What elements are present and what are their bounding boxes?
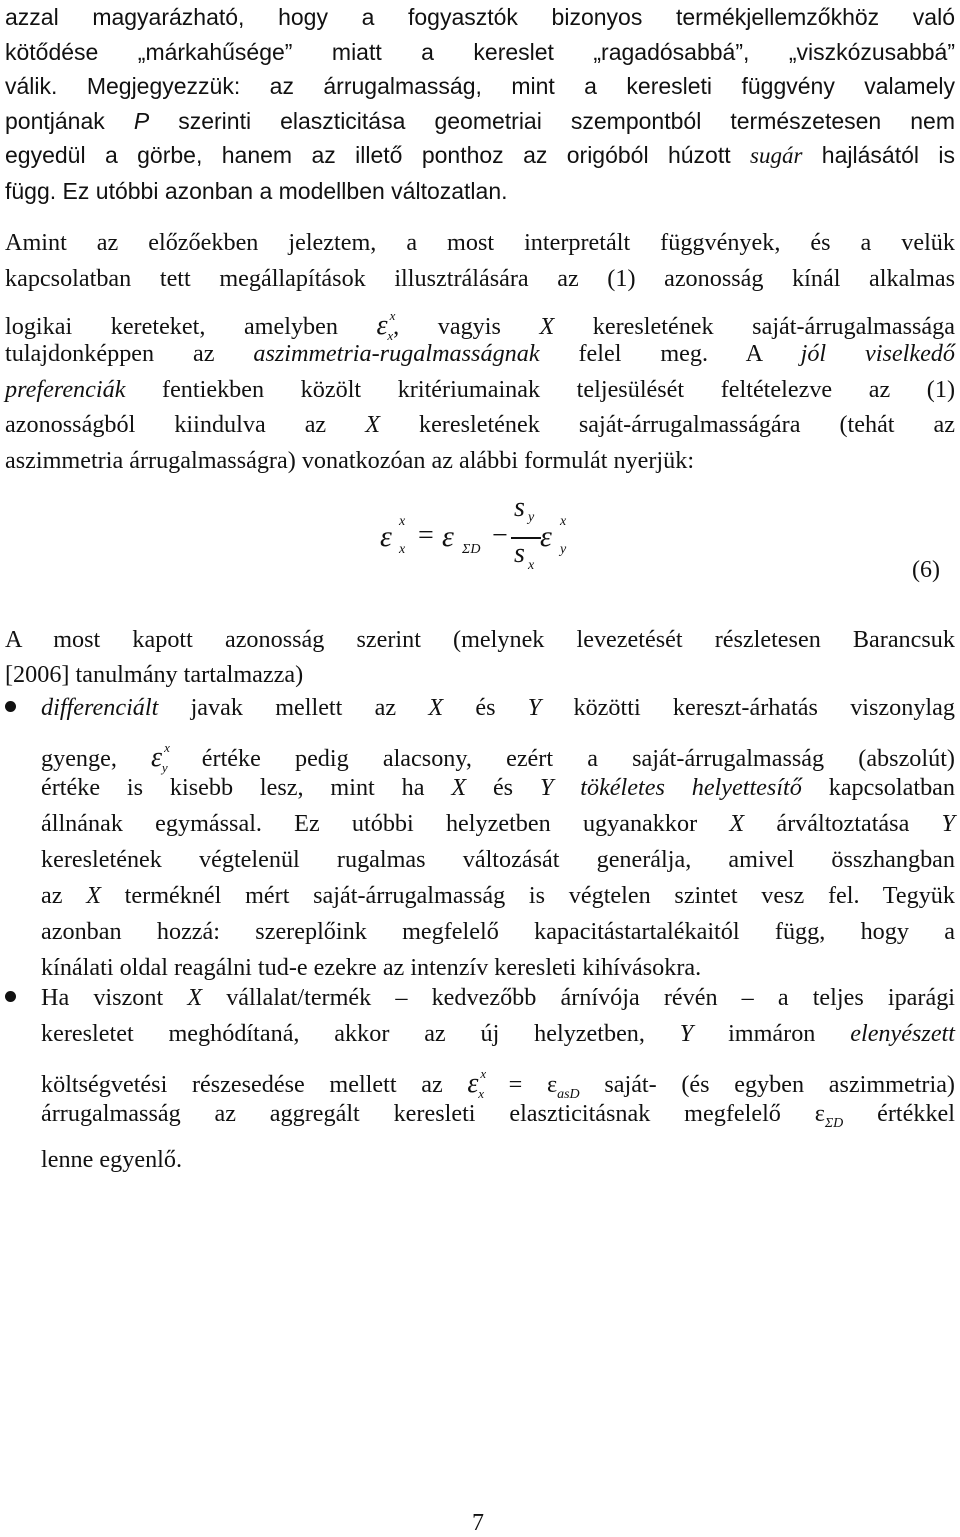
text-line: [2006] tanulmány tartalmazza) [5, 661, 304, 688]
text-line: aszimmetria árrugalmasságra) vonatkozóan az alábbi formulát nyerjük: [5, 446, 695, 474]
text-line: állnának egymással. Ez utóbbi helyzetben ugyanakkor X árváltoztatása Y [41, 810, 955, 837]
text-line: kínálati oldal reagálni tud-e ezekre az intenzív keresleti kihívásokra. [41, 954, 702, 981]
text-line: lenne egyenlő. [41, 1145, 183, 1173]
text-line: értéke is kisebb lesz, mint ha X és Y tökéletes helyettesítő kapcsolatban [41, 774, 955, 801]
equation-number: (6) [912, 557, 940, 583]
text-line: azzal magyarázható, hogy a fogyasztók bizonyos termékjellemzőkhöz való [5, 4, 955, 30]
text-line: kötődése „márkahűsége” miatt a kereslet „ragadósabbá”, „viszkózusabbá” [5, 38, 955, 65]
text-line: differenciált javak mellett az X és Y közötti kereszt-árhatás viszonylag [41, 694, 955, 721]
formula-6: ε x x = ε ΣD − s y s x ε x y [380, 492, 567, 573]
text-line: válik. Megjegyezzük: az árrugalmasság, mint a keresleti függvény valamely [5, 73, 955, 99]
text-line: az X terméknél mért saját-árrugalmasság is végtelen szintet vesz fel. Tegyük [41, 882, 955, 909]
bullet-item-1 [41, 690, 955, 986]
paragraph-2 [5, 225, 955, 478]
text-line: A most kapott azonosság szerint (melynek levezetését részletesen Barancsuk [5, 626, 955, 653]
text-line: logikai kereteket, amelyben ε $^x_x$, vagyis X keresletének saját-árrugalmassága [5, 308, 955, 343]
text-line: Ha viszont X vállalat/termék – kedvezőbb árnívója révén – a teljes iparági [41, 984, 956, 1011]
text-line: függ. Ez utóbbi azonban a modellben változatlan. [5, 177, 508, 204]
text-line: azonosságból kiindulva az X keresletének saját-árrugalmasságára (tehát az [5, 411, 955, 438]
text-line: árrugalmasság az aggregált keresleti elaszticitásnak megfelelő $\varepsilon_{\Sigma D}$ értékkel [41, 1100, 956, 1131]
formula-eps-x: ε [380, 520, 392, 553]
text-line: költségvetési részesedése mellett az ε $^x_x = \varepsilon_{asD}$ saját- (és egyben aszimmetria) [41, 1066, 955, 1102]
paragraph-1 [5, 0, 955, 208]
text-line: tulajdonképpen az aszimmetria-rugalmasságnak felel meg. A jól viselkedő [5, 340, 955, 367]
bullet-icon [5, 701, 16, 712]
text-line: egyedül a görbe, hanem az illető ponthoz az origóból húzott sugár hajlásától is [5, 142, 955, 168]
text-line: preferenciák fentiekben közölt kritériumainak teljesülését feltételezve az (1) [5, 375, 955, 403]
text-line: azonban hozzá: szereplőink megfelelő kapacitástartalékaitól függ, hogy a [41, 918, 955, 945]
paragraph-3 [5, 622, 955, 692]
text-line: Amint az előzőekben jeleztem, a most interpretált függvények, és a velük [5, 229, 955, 256]
page-number: 7 [472, 1510, 484, 1536]
bullet-icon [5, 991, 16, 1002]
text-line: pontjának P szerinti elaszticitása geometriai szempontból természetesen nem [5, 107, 955, 134]
epsilon-symbol: ε [376, 310, 388, 341]
text-line: keresletének végtelenül rugalmas változását generálja, amivel összhangban [41, 846, 955, 873]
text-line: kapcsolatban tett megállapítások illusztrálására az (1) azonosság kínál alkalmas [5, 264, 955, 292]
bullet-item-2 [41, 980, 955, 1178]
text-line: gyenge, ε $^x_y$ értéke pedig alacsony, ezért a saját-árrugalmasság (abszolút) [41, 740, 955, 775]
text-line: keresletet meghódítaná, akkor az új helyzetben, Y immáron elenyészett [41, 1020, 955, 1047]
